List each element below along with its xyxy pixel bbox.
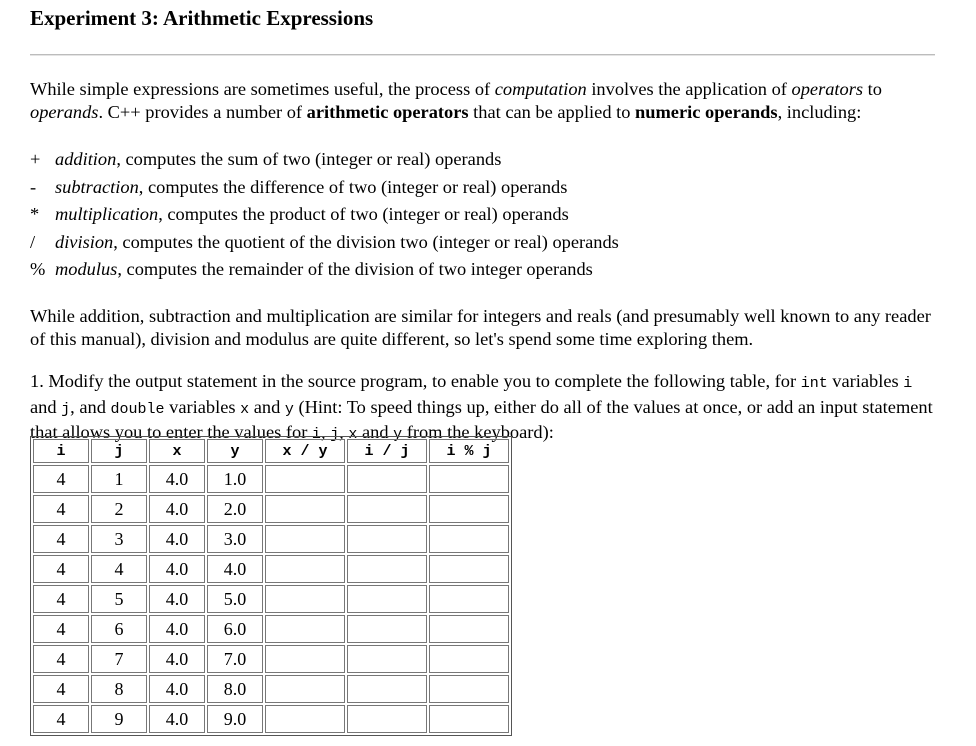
cell-y: 2.0 (207, 495, 263, 523)
cell-i-div-j (347, 585, 427, 613)
cell-x: 4.0 (149, 525, 205, 553)
cell-i-mod-j (429, 705, 509, 733)
page-title: Experiment 3: Arithmetic Expressions (30, 6, 374, 30)
operator-symbol: % (30, 259, 46, 279)
cell-x: 4.0 (149, 465, 205, 493)
cell-i-div-j (347, 495, 427, 523)
operator-description: , computes the product of two (integer or real) operands (158, 204, 569, 224)
operator-item-modulus (30, 258, 619, 286)
cell-i: 4 (33, 705, 89, 733)
cell-y: 7.0 (207, 645, 263, 673)
cell-x-div-y (265, 525, 345, 553)
operator-symbol: * (30, 204, 40, 224)
operator-symbol: + (30, 149, 41, 169)
cell-j: 6 (91, 615, 147, 643)
cell-y: 1.0 (207, 465, 263, 493)
term-computation: computation (494, 79, 587, 99)
task-text: , (320, 422, 331, 442)
cell-i-div-j (347, 525, 427, 553)
cell-j: 1 (91, 465, 147, 493)
cell-i-div-j (347, 555, 427, 583)
operator-description: , computes the quotient of the division two (integer or real) operands (113, 231, 619, 252)
table-row (33, 495, 509, 523)
cell-j: 9 (91, 705, 147, 733)
cell-x: 4.0 (149, 495, 205, 523)
cell-x: 4.0 (149, 675, 205, 703)
cell-j: 8 (91, 675, 147, 703)
code-i: i (903, 375, 913, 392)
operator-item-division (30, 231, 619, 259)
header-x: x (149, 439, 205, 463)
cell-i: 4 (33, 555, 89, 583)
results-table (30, 436, 512, 736)
cell-i-mod-j (429, 495, 509, 523)
table-row (33, 555, 509, 583)
header-i-div-j: i / j (347, 439, 427, 463)
table-body (33, 465, 509, 733)
code-j: j (61, 400, 71, 418)
task-text: (Hint: To speed things up, either do all of the values at once, or add an input statement that allows you to enter the values for (30, 396, 933, 442)
operator-description: , computes the difference of two (integer or real) operands (138, 176, 568, 197)
cell-x: 4.0 (149, 645, 205, 673)
cell-i-mod-j (429, 645, 509, 673)
cell-i: 4 (33, 465, 89, 493)
intro-text: . C++ provides a number of (98, 101, 307, 122)
intro-text: , including: (777, 101, 862, 122)
task-text: and (357, 422, 394, 442)
cell-x: 4.0 (149, 705, 205, 733)
code-j: j (330, 426, 340, 443)
table-row (33, 585, 509, 613)
intro-text: to (863, 79, 882, 99)
cell-i-mod-j (429, 555, 509, 583)
task-text: and (249, 396, 285, 417)
term-operators: operators (791, 79, 864, 99)
header-y: y (207, 439, 263, 463)
header-i: i (33, 439, 89, 463)
operator-item-addition (30, 148, 619, 176)
code-y: y (284, 400, 294, 418)
code-x: x (240, 400, 250, 418)
operator-list (30, 148, 619, 286)
task-text: , and (70, 396, 111, 417)
cell-x-div-y (265, 465, 345, 493)
table-header-row (33, 439, 509, 463)
cell-x-div-y (265, 495, 345, 523)
task-text: from the keyboard): (402, 422, 554, 442)
code-i: i (311, 426, 321, 443)
cell-i-mod-j (429, 525, 509, 553)
operator-name: subtraction (55, 176, 139, 197)
cell-x-div-y (265, 705, 345, 733)
intro-text: involves the application of (586, 79, 792, 99)
cell-x-div-y (265, 585, 345, 613)
cell-j: 4 (91, 555, 147, 583)
cell-i: 4 (33, 615, 89, 643)
term-arithmetic-operators: arithmetic operators (306, 101, 469, 122)
table-row (33, 615, 509, 643)
task-text: variables (164, 396, 241, 417)
table-row (33, 675, 509, 703)
task-text: 1. Modify the output statement in the source program, to enable you to complete the following table, for (30, 371, 801, 391)
cell-i-mod-j (429, 615, 509, 643)
cell-i: 4 (33, 675, 89, 703)
cell-j: 3 (91, 525, 147, 553)
cell-y: 3.0 (207, 525, 263, 553)
table-row (33, 705, 509, 733)
intro-text: While simple expressions are sometimes useful, the process of (30, 79, 495, 99)
cell-j: 7 (91, 645, 147, 673)
division-paragraph: While addition, subtraction and multiplication are similar for integers and reals (and presumably well known to any reader of this manual), division and modulus are quite different, so let's spend some time exploring them. (30, 306, 931, 349)
cell-x: 4.0 (149, 585, 205, 613)
cell-i: 4 (33, 525, 89, 553)
cell-i-div-j (347, 645, 427, 673)
horizontal-divider (30, 54, 935, 56)
cell-i-mod-j (429, 585, 509, 613)
cell-x: 4.0 (149, 555, 205, 583)
operator-name: division (55, 231, 114, 252)
cell-y: 8.0 (207, 675, 263, 703)
task-text: and (30, 396, 62, 417)
operator-name: multiplication (55, 204, 159, 224)
cell-i-div-j (347, 705, 427, 733)
task-text: variables (827, 371, 904, 391)
intro-paragraph (30, 78, 935, 123)
code-double: double (110, 400, 165, 418)
term-operands: operands (30, 101, 99, 122)
cell-j: 5 (91, 585, 147, 613)
operator-symbol: / (30, 231, 36, 252)
operator-item-subtraction (30, 176, 619, 204)
cell-i: 4 (33, 645, 89, 673)
cell-y: 4.0 (207, 555, 263, 583)
cell-x: 4.0 (149, 615, 205, 643)
cell-x-div-y (265, 645, 345, 673)
cell-x-div-y (265, 675, 345, 703)
code-x: x (348, 426, 358, 443)
cell-i-div-j (347, 675, 427, 703)
code-int: int (800, 375, 828, 392)
cell-i-div-j (347, 615, 427, 643)
intro-text: that can be applied to (468, 101, 636, 122)
operator-name: modulus (55, 259, 118, 279)
table-row (33, 465, 509, 493)
operator-description: , computes the sum of two (integer or real) operands (116, 149, 502, 169)
cell-i: 4 (33, 495, 89, 523)
header-x-div-y: x / y (265, 439, 345, 463)
header-i-mod-j: i % j (429, 439, 509, 463)
cell-i: 4 (33, 585, 89, 613)
cell-i-mod-j (429, 675, 509, 703)
cell-x-div-y (265, 555, 345, 583)
code-y: y (393, 426, 403, 443)
cell-y: 9.0 (207, 705, 263, 733)
operator-description: , computes the remainder of the division of two integer operands (117, 259, 593, 279)
operator-item-multiplication (30, 203, 619, 231)
cell-y: 5.0 (207, 585, 263, 613)
table-row (33, 645, 509, 673)
cell-j: 2 (91, 495, 147, 523)
operator-symbol: - (30, 176, 37, 197)
task-text: , (339, 422, 349, 442)
term-numeric-operands: numeric operands (635, 101, 778, 122)
operator-name: addition (55, 149, 117, 169)
header-j: j (91, 439, 147, 463)
cell-x-div-y (265, 615, 345, 643)
table-row (33, 525, 509, 553)
cell-y: 6.0 (207, 615, 263, 643)
cell-i-mod-j (429, 465, 509, 493)
cell-i-div-j (347, 465, 427, 493)
